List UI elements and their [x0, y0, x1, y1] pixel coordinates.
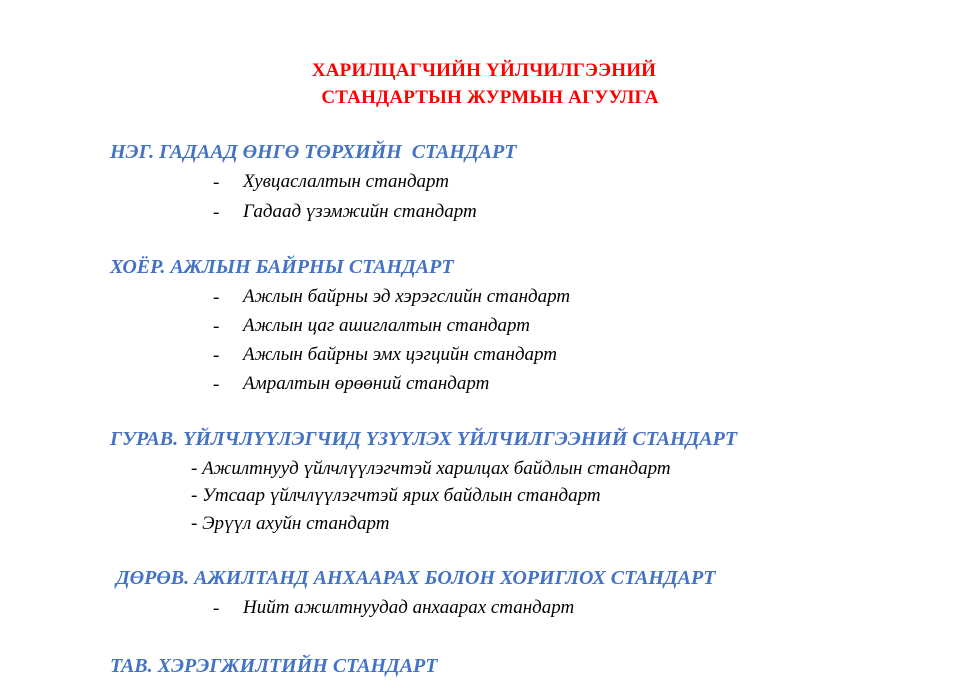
list-item: Амралтын өрөөний стандарт	[243, 373, 490, 394]
list-item: - Эрүүл ахуйн стандарт	[191, 513, 390, 534]
list-item: - Ажилтнууд үйлчлүүлэгчтэй харилцах байдлын стандарт	[191, 458, 671, 479]
list-item: Нийт ажилтнуудад анхаарах стандарт	[243, 597, 575, 618]
section-heading-5: ТАВ. ХЭРЭГЖИЛТИЙН СТАНДАРТ	[110, 655, 438, 677]
bullet-dash: -	[213, 345, 220, 366]
document-title-line2: СТАНДАРТЫН ЖУРМЫН АГУУЛГА	[321, 87, 659, 108]
bullet-dash: -	[213, 202, 220, 223]
section-heading-3: ГУРАВ. ҮЙЛЧЛҮҮЛЭГЧИД ҮЗҮҮЛЭХ ҮЙЛЧИЛГЭЭНИЙ СТАНДАРТ	[110, 428, 738, 450]
list-item: Ажлын цаг ашиглалтын стандарт	[243, 315, 530, 336]
bullet-dash: -	[213, 172, 220, 193]
list-item: Гадаад үзэмжийн стандарт	[243, 201, 477, 222]
bullet-dash: -	[213, 316, 220, 337]
section-heading-4: ДӨРӨВ. АЖИЛТАНД АНХААРАХ БОЛОН ХОРИГЛОХ СТАНДАРТ	[116, 567, 716, 589]
bullet-dash: -	[213, 374, 220, 395]
document-title-line1: ХАРИЛЦАГЧИЙН ҮЙЛЧИЛГЭЭНИЙ	[311, 60, 657, 81]
bullet-dash: -	[213, 598, 220, 619]
section-heading-1: НЭГ. ГАДААД ӨНГӨ ТӨРХИЙН СТАНДАРТ	[110, 141, 517, 163]
list-item: Хувцаслалтын стандарт	[243, 171, 450, 192]
list-item: Ажлын байрны эмх цэгцийн стандарт	[243, 344, 558, 365]
section-heading-2: ХОЁР. АЖЛЫН БАЙРНЫ СТАНДАРТ	[110, 256, 454, 278]
list-item: - Утсаар үйлчлүүлэгчтэй ярих байдлын стандарт	[191, 485, 601, 506]
bullet-dash: -	[213, 287, 220, 308]
list-item: Ажлын байрны эд хэрэгслийн стандарт	[243, 286, 571, 307]
